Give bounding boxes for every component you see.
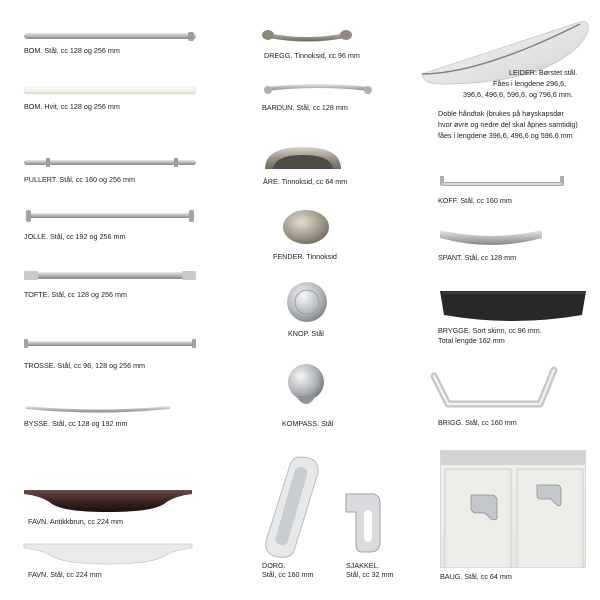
bom-white-handle-image — [24, 85, 196, 97]
dorg-handle-image — [260, 455, 322, 559]
bom-steel-caption: BOM. Stål, cc 128 og 256 mm — [24, 46, 120, 55]
favn-brown-caption: FAVN. Antikkbrun, cc 224 mm — [28, 517, 123, 526]
baug-cabinet-photo — [440, 450, 586, 568]
knop-caption: KNOP. Stål — [288, 329, 324, 338]
jolle-caption: JOLLE. Stål, cc 192 og 256 mm — [24, 232, 126, 241]
sjakkel-caption-detail: Stål, cc 32 mm — [346, 570, 394, 579]
favn-steel-handle-image — [24, 542, 192, 566]
are-cup-handle-image — [263, 145, 343, 173]
sjakkel-caption-title: SJAKKEL. — [346, 561, 380, 570]
pullert-handle-image — [24, 157, 196, 169]
leider-caption-lengths: Fåes i lengdene 296,6, — [493, 79, 567, 88]
bysse-handle-image — [24, 400, 172, 414]
bardun-handle-image — [262, 82, 374, 98]
spant-handle-image — [438, 226, 544, 252]
trosse-caption: TROSSE. Stål, cc 96, 128 og 256 mm — [24, 361, 146, 370]
dorg-caption-detail: Stål, cc 160 mm — [262, 570, 314, 579]
bom-steel-handle-image — [24, 30, 196, 44]
doble-handtak-text-3: fåes i lengdene 396,6, 496,6 og 596,6 mm — [438, 131, 573, 140]
dorg-caption-title: DORG. — [262, 561, 286, 570]
brygge-caption-title: BRYGGE. Sort skinn, cc 96 mm. — [438, 326, 542, 335]
brigg-caption: BRIGG. Stål, cc 160 mm — [438, 418, 517, 427]
brygge-caption-detail: Total lengde 162 mm — [438, 336, 505, 345]
bardun-caption: BARDUN. Stål, cc 128 mm — [262, 103, 348, 112]
brigg-handle-image — [428, 366, 560, 410]
brygge-leather-handle-image — [438, 289, 588, 327]
baug-caption: BAUG. Stål, cc 64 mm — [440, 572, 512, 581]
fender-knob-image — [281, 208, 331, 246]
trosse-handle-image — [24, 338, 196, 350]
sjakkel-handle-image — [342, 490, 382, 554]
koff-handle-image — [438, 174, 566, 190]
bysse-caption: BYSSE. Stål, cc 128 og 192 mm — [24, 419, 128, 428]
pullert-caption: PULLERT. Stål, cc 160 og 256 mm — [24, 175, 135, 184]
knop-knob-image — [285, 280, 329, 324]
kompass-caption: KOMPASS. Stål — [282, 419, 334, 428]
favn-steel-caption: FAVN. Stål, cc 224 mm — [28, 570, 102, 579]
favn-brown-handle-image — [24, 488, 192, 514]
dregg-handle-image — [262, 28, 352, 46]
spant-caption: SPANT. Stål, cc 128 mm — [438, 253, 517, 262]
tofte-handle-image — [24, 269, 196, 283]
doble-handtak-text-1: Doble håndtak (brukes på høyskapsdør — [438, 109, 564, 118]
tofte-caption: TOFTE. Stål, cc 128 og 256 mm — [24, 290, 127, 299]
are-caption: ÅRE. Tinnoksid, cc 64 mm — [263, 177, 348, 186]
leider-caption-title: LEIDER. Børstet stål. — [509, 68, 578, 77]
leider-caption-lengths-2: 396,6, 496,6, 596,6, og 796,6 mm. — [463, 90, 573, 99]
kompass-knob-image — [282, 362, 330, 412]
jolle-handle-image — [24, 209, 196, 223]
koff-caption: KOFF. Stål, cc 160 mm — [438, 196, 512, 205]
dregg-caption: DREGG. Tinnoksid, cc 96 mm — [264, 51, 360, 60]
bom-white-caption: BOM. Hvit, cc 128 og 256 mm — [24, 102, 120, 111]
doble-handtak-text-2: hvor øvre og nedre del skal åpnes samtidig) — [438, 120, 578, 129]
fender-caption: FENDER. Tinnoksid — [273, 252, 337, 261]
